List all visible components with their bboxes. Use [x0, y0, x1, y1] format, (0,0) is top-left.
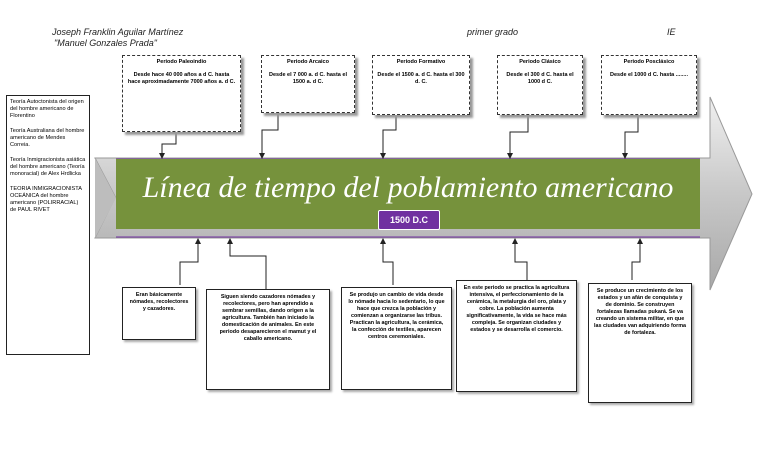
period-dates: Desde el 1000 d C. hasta ........: [610, 72, 688, 78]
theory-item: Teoría Autoctonista del origen del hombre americano de Florentino: [10, 99, 84, 119]
description-box-formativo: Se produjo un cambio de vida desde lo nómade hacia lo sedentario, lo que hace que crezca la población y comienzan a organizarse las tribus. Practican la agricultura, la cerámica, la confección de textiles, aparecen centros ceremoniales.: [341, 287, 452, 390]
period-dates: Desde hace 40 000 años a d C. hasta hace aproximadamente 7000 años a. d C.: [127, 72, 236, 85]
theories-box: [6, 95, 90, 355]
period-box-formativo: [372, 55, 470, 115]
school-name: "Manuel Gonzales Prada": [54, 38, 157, 48]
description-box-arcaico: Siguen siendo cazadores nómades y recolectores, pero han aprendido a sembrar semillas, dando origen a la agricultura. También han iniciado la domesticación de animales. En este periodo desaparecieron el mamut y el caballo americano.: [206, 289, 330, 390]
period-title: Periodo Formativo: [396, 59, 446, 65]
theory-item: Teoría Australiana del hombre americano de Mendes Correia.: [10, 128, 85, 148]
period-title: Periodo Paleoindio: [156, 59, 207, 65]
period-title: Periodo Posclásico: [623, 59, 675, 65]
period-dates: Desde el 300 d C. hasta el 1000 d C.: [506, 72, 574, 85]
period-box-paleoindio: [122, 55, 241, 132]
description-box-clasico: En este periodo se practica la agricultura intensiva, el perfeccionamiento de la cerámica, la metalurgia del oro, plata y cobre. La población aumenta significativamente, la vida se hace más compleja. Se organizan ciudades y estados y se desarrolla el comercio.: [456, 280, 577, 392]
period-box-arcaico: [261, 55, 355, 113]
description-box-posclasico: Se produce un crecimiento de los estados y un afán de conquista y de dominio. Se construyen fortalezas llamadas pukará. Se va creando un sistema militar, en que las ciudades van adquiriendo forma de fortaleza.: [588, 283, 692, 403]
theory-item: Teoría Inmigracionista asiática del hombre americano (Teoría monoracial) de Alex Hrdlicka: [10, 157, 86, 177]
period-dates: Desde el 1500 a. d C. hasta el 300 d. C.: [377, 72, 465, 85]
description-box-paleoindio: Eran básicamente nómades, recolectores y cazadores.: [122, 287, 196, 340]
banner-title: Línea de tiempo del poblamiento americano: [142, 171, 674, 204]
period-title: Periodo Arcaico: [287, 59, 329, 65]
ie-label: IE: [667, 27, 676, 37]
period-dates: Desde el 7 000 a. d C. hasta el 1500 a. d C.: [269, 72, 347, 85]
theory-item: TEORIA INMIGRACIONISTA OCEÁNICA del hombre americano (POLIRRACIAL) de PAUL RIVET: [10, 186, 82, 213]
period-title: Periodo Clásico: [519, 59, 561, 65]
grade-label: primer grado: [467, 27, 519, 37]
period-box-clasico: [497, 55, 583, 115]
date-badge: 1500 D.C: [378, 210, 440, 230]
period-box-posclasico: [601, 55, 697, 115]
author-name: Joseph Franklin Aguilar Martínez: [52, 27, 184, 37]
